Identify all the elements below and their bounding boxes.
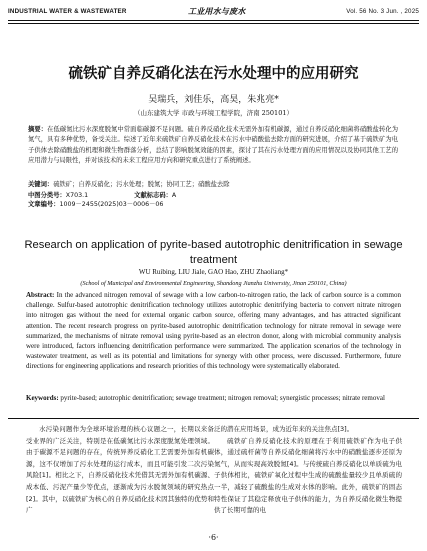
keywords-chinese — [28, 179, 398, 188]
abstract-chinese — [28, 125, 398, 166]
title-english: Research on application of pyrite-based autotrophic denitrification in sewage treatment — [24, 239, 403, 266]
article-metadata — [28, 190, 398, 208]
title-chinese: 硫铁矿自养反硝化法在污水处理中的应用研究 — [68, 66, 359, 82]
affiliation-english: (School of Municipal and Environmental Engineering, Shandong Jianzhu University, Jinan 250101, China) — [80, 280, 347, 287]
keywords-text-cn: 硫铁矿；自养反硝化；污水处理；脱氮；协同工艺；硝酸盐去除 — [53, 181, 230, 188]
clc-code: 中图分类号：X703.1 — [28, 192, 89, 199]
body-paragraph: 水污染问题作为全球环境治理的核心议题之一，长期以来备受业界的广泛关注，特别是在低碳氮比污水深度脱氮处理领域。由于碳源不足问题的存在，传统异养反硝化工艺需要外加有机碳源，这不仅增加了污水处理的运行成本，而且可能引发二次污染风险[1]。相比之下，自养反硝化技术凭借其无需外加有机碳源、成本低、污泥产量少等优点，逐渐成为污水脱氮领域的研究热点[2]。其中，以硫铁矿为核心的自养反硝化技术因其独特的优势和广 — [26, 425, 214, 515]
running-header — [8, 6, 419, 18]
keywords-text-en: pyrite-based; autotrophic denitrification; sewage treatment; nitrogen removal; synergistic processes; nitrate removal — [60, 394, 385, 402]
journal-name-en: INDUSTRIAL WATER & WASTEWATER — [8, 8, 127, 15]
abstract-label-cn: 摘要： — [28, 126, 48, 133]
document-code: 文献标志码：A — [134, 192, 177, 199]
authors-english: WU Ruibing, LIU Jiale, GAO Hao, ZHU Zhaoliang* — [138, 268, 289, 276]
body-paragraph-continued: 泛的潜在应用场景，成为近年来的关注焦点[3]。 — [214, 425, 354, 433]
abstract-english — [26, 290, 401, 372]
body-separator — [8, 418, 419, 419]
header-rule-thin — [8, 23, 419, 24]
affiliation-chinese: （山东建筑大学 市政与环境工程学院，济南 250101） — [134, 109, 293, 117]
body-paragraph: 硫铁矿自养反硝化技术的原理在于利用硫铁矿作为电子供体，通过硫杆菌等自养反硝化细菌将污水中的硝酸盐逐步还原为氮气，从而实现高效脱氮[4]。与传统硫自养反硝化以单质硫为电子供体相比，硫铁矿氧化过程中生成的硫酸盐量较少且单质硫的一半，减轻了硫酸盐的生成对水体的影响。此外，硫铁矿的固态特性保证了其稳定释放电子供体的能力，为自养反硝化微生物提供了长期可靠的电 — [214, 436, 402, 515]
abstract-text-en: In the advanced nitrogen removal of sewage with a low carbon-to-nitrogen ratio, the lack of carbon source is a common challenge. Sulfur-based autotrophic denitrification technology utilizes autotrophic denitrifying bacteria to convert nitrate nitrogen into nitrogen gas without the need for external organic carbon source, offering many advantages, and has attracted significant attention. The recent research progress on pyrite-based autotrophic denitrification technology for nitrate removal in sewage were summarized, the mechanisms of nitrate removal using pyrite-based as an electron donor, along with microbial community analysis were introduced, factors influencing denitrification performance were summarized. The application scenarios of the technology in wastewater treatment, as well as its potential and limitations for synergy with other process, were discussed. Furthermore, future directions for engineering applications and research priorities of this technology were systematically elaborated. — [26, 291, 401, 371]
body-column-right — [214, 424, 402, 517]
body-column-left — [26, 424, 214, 517]
page-number: ·6· — [208, 533, 219, 542]
header-rule — [8, 20, 419, 21]
keywords-label-en: Keywords: — [26, 394, 59, 402]
journal-name-cn: 工业用水与废水 — [188, 6, 246, 16]
abstract-text-cn: 在低碳氮比污水深度脱氮中常面临碳源不足问题。硫自养反硝化技术无需外加有机碳源，通过自养反硝化细菌将硝酸盐转化为氮气，具有多种优势，备受关注。综述了近年来硫铁矿自养反硝化技术在污水中硝酸盐去除方面的研究进展，介绍了基于硫铁矿为电子供体去除硝酸盐的机理和微生物群落分析，总结了影响脱氮效能的因素，探讨了其在污水处理方面的应用情况以及协同其他工艺的应用潜力与局限性，并对该技术的未来工程应用方向和研究重点进行了系统阐述。 — [28, 126, 399, 164]
issue-info: Vol. 56 No. 3 Jun. , 2025 — [346, 8, 419, 15]
abstract-label-en: Abstract: — [26, 291, 55, 299]
keywords-label-cn: 关键词： — [28, 181, 54, 188]
keywords-english — [26, 393, 401, 403]
article-number: 文章编号：1009－2455(2025)03－0006－06 — [28, 201, 164, 208]
authors-chinese: 吴瑞兵，刘佳乐，高昊，朱兆亮* — [148, 95, 279, 105]
